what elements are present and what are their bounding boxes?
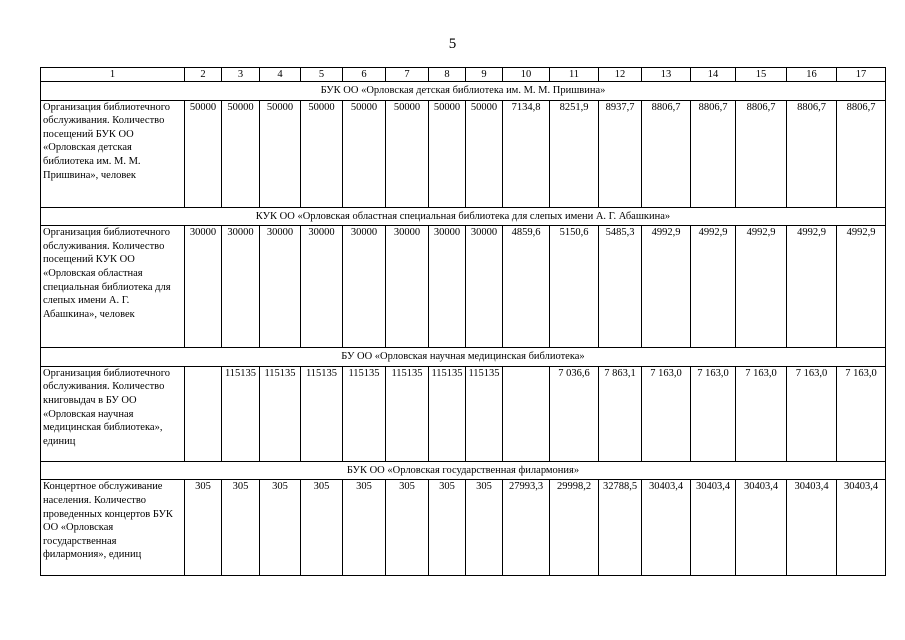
value-cell: 30000 [466,226,503,348]
value-cell: 50000 [185,100,222,207]
value-cell: 4859,6 [503,226,550,348]
section-title: БУК ОО «Орловская детская библиотека им. М. М. Пришвина» [41,82,886,101]
value-cell: 7 036,6 [550,366,599,461]
column-number-cell: 8 [429,68,466,82]
value-cell: 4992,9 [642,226,691,348]
column-number-cell: 11 [550,68,599,82]
value-cell: 305 [222,480,260,576]
value-cell: 27993,3 [503,480,550,576]
value-cell: 30403,4 [691,480,736,576]
value-cell: 8806,7 [787,100,837,207]
value-cell: 4992,9 [691,226,736,348]
column-number-cell: 13 [642,68,691,82]
data-row [41,100,886,207]
column-number-cell: 15 [736,68,787,82]
value-cell: 8806,7 [837,100,886,207]
data-row [41,366,886,461]
value-cell: 30403,4 [837,480,886,576]
column-number-cell: 16 [787,68,837,82]
value-cell: 115135 [429,366,466,461]
value-cell: 30000 [185,226,222,348]
column-number-cell: 12 [599,68,642,82]
value-cell: 50000 [222,100,260,207]
value-cell: 30000 [386,226,429,348]
section-header-row [41,348,886,367]
value-cell: 30000 [429,226,466,348]
data-row [41,226,886,348]
value-cell: 30000 [343,226,386,348]
value-cell: 5150,6 [550,226,599,348]
column-number-cell: 4 [260,68,301,82]
column-number-cell: 10 [503,68,550,82]
indicator-description: Организация библиотечного обслуживания. Количество книговыдач в БУ ОО «Орловская научная медицинская библиотека», единиц [41,366,185,461]
section-header-row [41,82,886,101]
value-cell: 30403,4 [736,480,787,576]
report-table [40,67,886,576]
section-title: БУ ОО «Орловская научная медицинская библиотека» [41,348,886,367]
value-cell: 115135 [222,366,260,461]
value-cell: 7 163,0 [837,366,886,461]
column-number-cell: 14 [691,68,736,82]
value-cell: 30403,4 [787,480,837,576]
indicator-description: Организация библиотечного обслуживания. Количество посещений КУК ОО «Орловская областная специальная библиотека для слепых имени А. Г. Абашкина», человек [41,226,185,348]
value-cell: 115135 [386,366,429,461]
value-cell: 8937,7 [599,100,642,207]
value-cell: 305 [429,480,466,576]
value-cell: 32788,5 [599,480,642,576]
value-cell: 305 [386,480,429,576]
section-title: КУК ОО «Орловская областная специальная библиотека для слепых имени А. Г. Абашкина» [41,207,886,226]
value-cell [185,366,222,461]
value-cell: 50000 [386,100,429,207]
value-cell: 30000 [260,226,301,348]
value-cell: 305 [343,480,386,576]
section-header-row [41,461,886,480]
value-cell: 50000 [429,100,466,207]
indicator-description: Организация библиотечного обслуживания. Количество посещений БУК ОО «Орловская детская библиотека им. М. М. Пришвина», человек [41,100,185,207]
value-cell: 8251,9 [550,100,599,207]
value-cell: 30403,4 [642,480,691,576]
value-cell: 7 163,0 [736,366,787,461]
value-cell: 50000 [260,100,301,207]
column-number-cell: 17 [837,68,886,82]
indicator-description: Концертное обслуживание населения. Количество проведенных концертов БУК ОО «Орловская государственная филармония», единиц [41,480,185,576]
value-cell: 305 [301,480,343,576]
value-cell: 30000 [222,226,260,348]
column-number-cell: 1 [41,68,185,82]
value-cell: 7 163,0 [787,366,837,461]
value-cell: 305 [260,480,301,576]
value-cell: 8806,7 [691,100,736,207]
value-cell: 5485,3 [599,226,642,348]
value-cell: 115135 [301,366,343,461]
value-cell: 29998,2 [550,480,599,576]
value-cell: 50000 [301,100,343,207]
value-cell: 8806,7 [736,100,787,207]
value-cell [503,366,550,461]
value-cell: 50000 [343,100,386,207]
page-number: 5 [448,36,457,52]
value-cell: 4992,9 [736,226,787,348]
section-title: БУК ОО «Орловская государственная филармония» [41,461,886,480]
value-cell: 305 [466,480,503,576]
column-number-cell: 3 [222,68,260,82]
value-cell: 115135 [466,366,503,461]
value-cell: 4992,9 [837,226,886,348]
section-header-row [41,207,886,226]
column-number-row [41,68,886,82]
value-cell: 30000 [301,226,343,348]
value-cell: 8806,7 [642,100,691,207]
column-number-cell: 5 [301,68,343,82]
value-cell: 4992,9 [787,226,837,348]
column-number-cell: 9 [466,68,503,82]
value-cell: 7 163,0 [691,366,736,461]
value-cell: 305 [185,480,222,576]
column-number-cell: 7 [386,68,429,82]
value-cell: 7 863,1 [599,366,642,461]
value-cell: 115135 [343,366,386,461]
data-row [41,480,886,576]
value-cell: 7 163,0 [642,366,691,461]
report-table-body [41,68,886,576]
value-cell: 50000 [466,100,503,207]
value-cell: 115135 [260,366,301,461]
value-cell: 7134,8 [503,100,550,207]
column-number-cell: 6 [343,68,386,82]
column-number-cell: 2 [185,68,222,82]
